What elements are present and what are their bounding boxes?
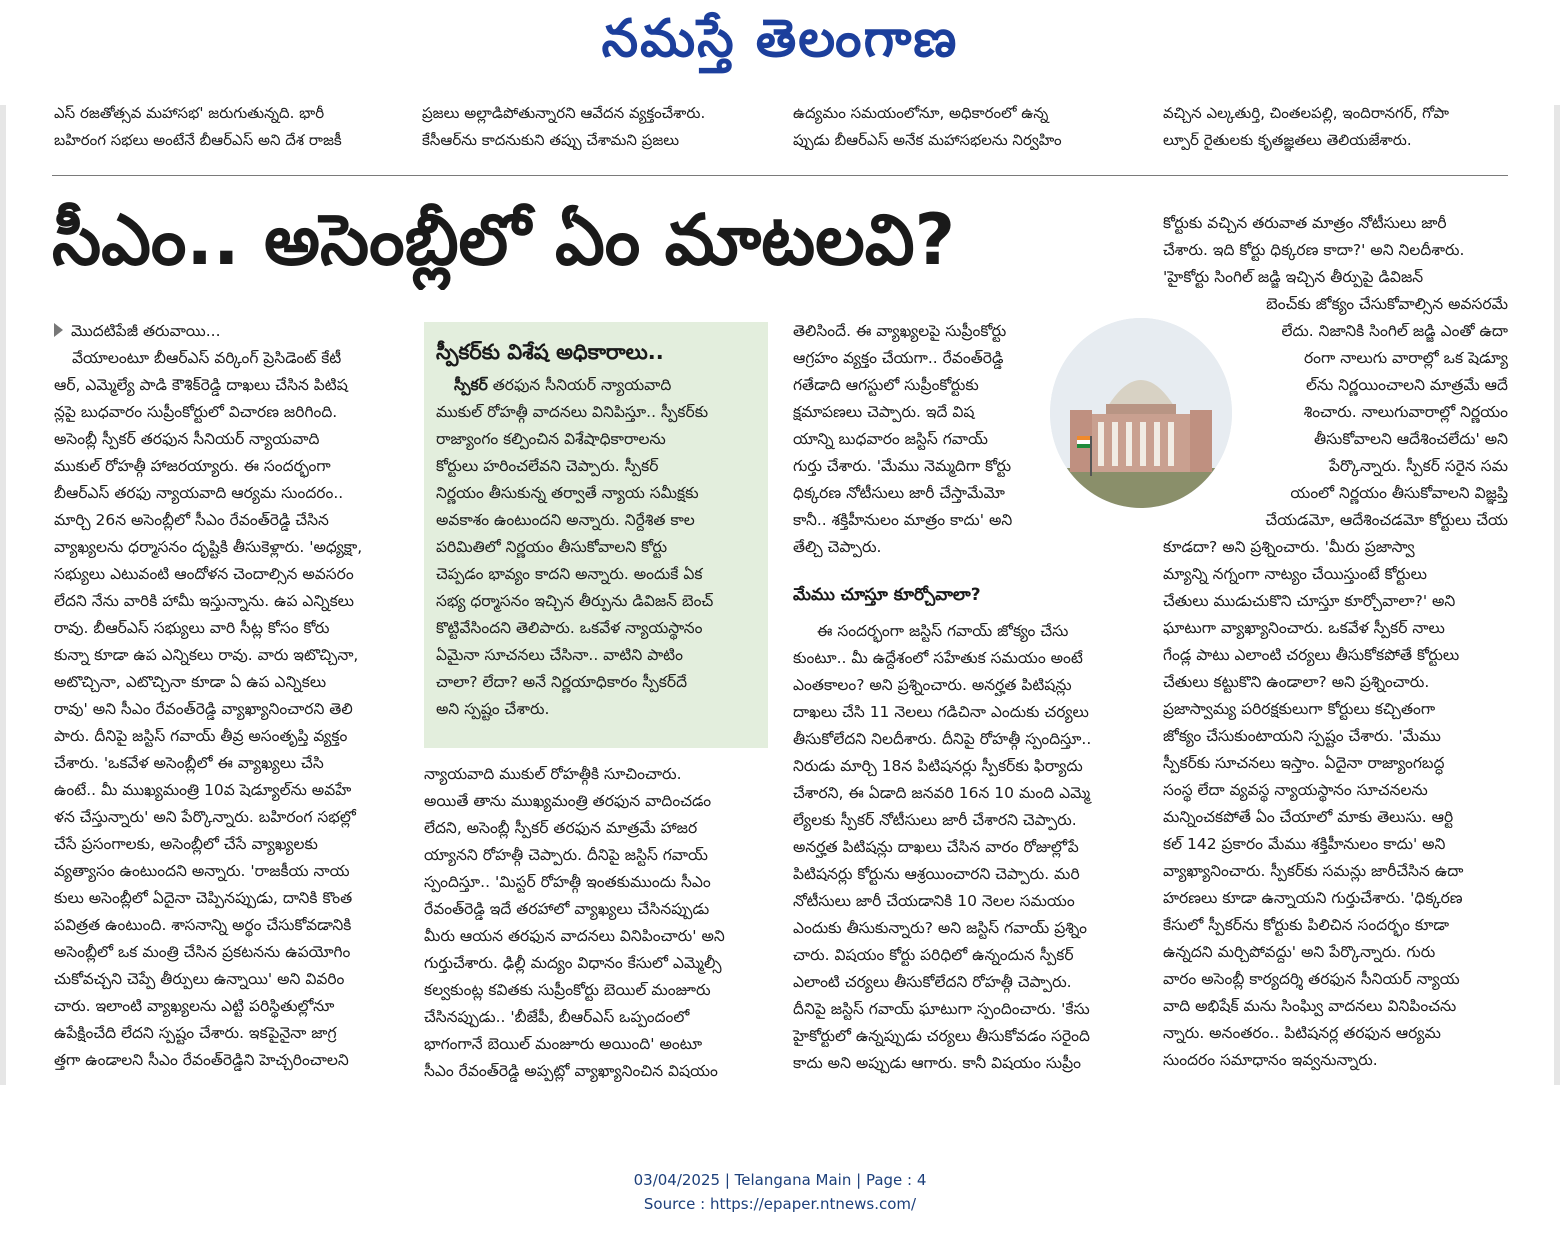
text-line: నిరుడు మార్చి 18న పిటిషనర్లు స్పీకర్‌కు ఫిర్యాదు [793, 757, 1083, 775]
text-line: సభ్యులు ఎటువంటి ఆందోళన చెందాల్సిన అవసరం [54, 565, 354, 583]
text-line: రావు' అని సీఎం రేవంత్‌రెడ్డి వ్యాఖ్యానించారని తెలి [54, 700, 353, 718]
text-line: స్పందిస్తూ.. 'మిస్టర్ రోహత్గీ ఇంతకుముందు సీఎం [424, 873, 711, 891]
text-line: చాలా? లేదా? అనే నిర్ణయాధికారం స్పీకర్‌దే [436, 673, 688, 691]
text-line: చారు. ఇలాంటి వ్యాఖ్యలను ఎట్టి పరిస్థితుల్లోనూ [54, 997, 335, 1015]
text-line: దాఖలు చేసి 11 నెలలు గడిచినా ఎందుకు చర్యలు [793, 703, 1089, 721]
top-strip-col1 [54, 100, 399, 154]
text-line: చేతులు కట్టుకొని ఉండాలా? అని ప్రశ్నించారు. [1163, 673, 1430, 691]
arrow-marker-icon [54, 323, 63, 337]
text-line: స్పీకర్‌కు సూచనలు ఇస్తాం. ఏదైనా రాజ్యాంగబద్ధ [1163, 754, 1445, 772]
text-line: పిటిషనర్లు కోర్టును ఆశ్రయించారని చెప్పారు. మరి [793, 865, 1080, 883]
text-line: గతేడాది ఆగస్టులో సుప్రీంకోర్టుకు [793, 376, 979, 394]
text-line: రేవంత్‌రెడ్డి ఇదే తరహాలో వ్యాఖ్యలు చేసినప్పుడు [424, 900, 710, 918]
text-line: కున్నా కూడా ఉప ఎన్నికలు రావు. వారు ఇటొచ్చినా, [54, 646, 359, 664]
text-line: గేండ్ల పాటు ఎలాంటి చర్యలు తీసుకోకపోతే కోర్టులు [1163, 646, 1460, 664]
masthead-logo: నమస్తే తెలంగాణ [601, 8, 959, 69]
sidebar-box-body [436, 372, 756, 723]
text-line: లేదని నేను వారికి హామీ ఇస్తున్నాను. ఉప ఎన్నికలు [54, 592, 355, 610]
top-strip-col3 [793, 100, 1138, 154]
text-line: లేదని, అసెంబ్లీ స్పీకర్ తరఫున మాత్రమే హాజర [424, 819, 698, 837]
text-line: హరణలు కూడా ఉన్నాయని గుర్తుచేశారు. 'ధిక్కరణ [1163, 889, 1463, 907]
text-line: కుంటూ.. మీ ఉద్దేశంలో సహేతుక సమయం అంటే [793, 649, 1083, 667]
section-divider [52, 175, 1508, 176]
text-line: ళన చేస్తున్నారు' అని పేర్కొన్నారు. బహిరంగ సభల్లో [54, 808, 356, 826]
text-line: ల్‌ను నిర్ణయించాలని మాత్రమే ఆదే [1306, 376, 1508, 394]
text-line: కూడదా? అని ప్రశ్నించారు. 'మీరు ప్రజాస్వా [1163, 538, 1415, 556]
text-line: వ్యత్యాసం ఉంటుందని అన్నారు. 'రాజకీయ నాయ [54, 862, 350, 880]
text-line: సభ్య ధర్మాసనం ఇచ్చిన తీర్పును డివిజన్ బెంచ్ [436, 592, 714, 610]
text-line: న్లపై బుధవారం సుప్రీంకోర్టులో విచారణ జరిగింది. [54, 403, 338, 421]
text-line: యాన్ని బుధవారం జస్టిస్ గవాయ్ [793, 430, 988, 448]
article-column-3 [793, 318, 1038, 561]
top-strip-col4 [1163, 100, 1508, 154]
text-line: సీఎం రేవంత్‌రెడ్డి అప్పట్లో వ్యాఖ్యానించిన విషయం [424, 1062, 718, 1080]
text-line: కల్వకుంట్ల కవితకు సుప్రీంకోర్టు బెయిల్ మంజూరు [424, 981, 711, 999]
text-line: ఉంటే.. మీ ముఖ్యమంత్రి 10వ షెడ్యూల్‌ను అవహే [54, 781, 352, 799]
top-strip-line: ల్పూర్ రైతులకు కృతజ్ఞతలు తెలియజేశారు. [1163, 131, 1412, 149]
text-line: కులు అసెంబ్లీలో ఏదైనా చెప్పినప్పుడు, దానికి కొంత [54, 889, 353, 907]
text-line: కాదు అని అప్పుడు ఆగారు. కానీ విషయం సుప్రీం [793, 1054, 1082, 1072]
text-line: చెప్పడం భావ్యం కాదని అన్నారు. అందుకే ఏక [436, 565, 703, 583]
text-line: వారం అసెంబ్లీ కార్యదర్శి తరఫున సీనియర్ న్యాయ [1163, 970, 1460, 988]
text-line: అటొచ్చినా, ఎటొచ్చినా కూడా ఏ ఉప ఎన్నికలు [54, 673, 327, 691]
text-line: అనర్హత పిటిషన్లు దాఖలు చేసిన వారం రోజుల్లోపే [793, 838, 1079, 856]
text-line: న్నారు. అనంతరం.. పిటిషనర్ల తరఫున ఆర్యమ [1163, 1024, 1441, 1042]
top-strip-line: ఎస్ రజతోత్సవ మహాసభ' జరుగుతున్నది. భారీ [54, 104, 325, 122]
text-line: తీసుకోలేదని నిలదీశారు. దీనిపై రోహత్గీ స్పందిస్తూ.. [793, 730, 1092, 748]
text-line: కోర్టులు హరించలేవని చెప్పారు. స్పీకర్ [436, 457, 659, 475]
text-line: సుందరం సమాధానం ఇవ్వనున్నారు. [1163, 1051, 1378, 1069]
text-line: నోటీసులు జారీ చేయడానికి 10 నెలల సమయం [793, 892, 1075, 910]
text-line: కల్ 142 ప్రకారం మేము శక్తిహీనులం కాదు' అని [1163, 835, 1446, 853]
text-line: ధిక్కరణ నోటీసులు జారీ చేస్తామేమో [793, 484, 1005, 502]
text-line: జోక్యం చేసుకుంటాయని స్పష్టం చేశారు. 'మేము [1163, 727, 1441, 745]
text-line: గుర్తు చేశారు. 'మేము నెమ్మదిగా కోర్టు [793, 457, 1012, 475]
top-strip-line: ప్రజలు అల్లాడిపోతున్నారని ఆవేదన వ్యక్తంచేశారు. [422, 104, 706, 122]
article-column-2 [424, 761, 768, 1085]
text-line: ఆర్, ఎమ్మెల్యే పాడి కౌశిక్‌రెడ్డి దాఖలు చేసిన పిటిష [54, 376, 348, 394]
text-line: త్తగా ఉండాలని సీఎం రేవంత్‌రెడ్డిని హెచ్చరించాలని [54, 1051, 349, 1069]
text-line: నిర్ణయం తీసుకున్న తర్వాతే న్యాయ సమీక్షకు [436, 484, 699, 502]
right-edge-rule [1554, 105, 1560, 1085]
text-line: ఘాటుగా వ్యాఖ్యానించారు. ఒకవేళ స్పీకర్ నాలు [1163, 619, 1445, 637]
text-line: మ్యాన్ని నగ్నంగా నాట్యం చేయిస్తుంటే కోర్టులు [1163, 565, 1427, 583]
text-line-rest: తరఫున సీనియర్ న్యాయవాది [487, 376, 672, 394]
text-line: అవకాశం ఉంటుందని అన్నారు. నిర్దేశిత కాల [436, 511, 695, 529]
text-line: అసెంబ్లీలో ఒక మంత్రి చేసిన ప్రకటనను ఉపయోగిం [54, 943, 351, 961]
text-line: కొట్టివేసిందని తెలిపారు. ఒకవేళ న్యాయస్థానం [436, 619, 703, 637]
text-line: రాజ్యాంగం కల్పించిన విశేషాధికారాలను [436, 430, 666, 448]
top-strip-line: బహిరంగ సభలు అంటేనే బీఆర్ఎస్ అని దేశ రాజకీ [54, 131, 342, 149]
text-line: సంస్థ లేదా వ్యవస్థ న్యాయస్థానం సూచనలను [1163, 781, 1428, 799]
text-line: రంగా నాలుగు వారాల్లో ఒక షెడ్యూ [1303, 349, 1508, 367]
text-line: వేయాలంటూ బీఆర్ఎస్ వర్కింగ్ ప్రెసిడెంట్ కేటీ [72, 349, 342, 367]
text-line: ఏమైనా సూచనలు చేసినా.. వాటిని పాటిం [436, 646, 683, 664]
text-line: ఉపేక్షించేది లేదని స్పష్టం చేశారు. ఇకపైనైనా జాగ్ర [54, 1024, 337, 1042]
text-line: వ్యాఖ్యలను ధర్మాసనం దృష్టికి తీసుకెళ్లారు. 'అధ్యక్షా, [54, 538, 363, 556]
text-line: చేయడమో, ఆదేశించడమో కోర్టులు చేయ [1265, 511, 1508, 529]
text-line: పారు. దీనిపై జస్టిస్ గవాయ్ తీవ్ర అసంతృప్తి వ్యక్తం [54, 727, 348, 745]
text-line: అసెంబ్లీ స్పీకర్ తరఫున సీనియర్ న్యాయవాది [54, 430, 320, 448]
text-line: చేశారని, ఈ ఏడాది జనవరి 16న 10 మంది ఎమ్మె [793, 784, 1091, 802]
text-line: హైకోర్టులో ఉన్నప్పుడు చర్యలు తీసుకోవడం సరైంది [793, 1027, 1090, 1045]
text-line: ఎలాంటి చర్యలు తీసుకోలేదని రోహత్గీ చెప్పారు. [793, 973, 1072, 991]
text-line: చేసినప్పుడు.. 'బీజేపీ, బీఆర్ఎస్ ఒప్పందంలో [424, 1008, 690, 1026]
left-edge-rule [0, 105, 6, 1085]
text-line: ఈ సందర్భంగా జస్టిస్ గవాయ్ జోక్యం చేసు [817, 622, 1069, 640]
lead-word: స్పీకర్ [454, 376, 488, 394]
text-line: ప్రజాస్వామ్య పరిరక్షకులుగా కోర్టులు కచ్చితంగా [1163, 700, 1436, 718]
text-line: ముకుల్ రోహత్గీ హాజరయ్యారు. ఈ సందర్భంగా [54, 457, 331, 475]
text-line: య్యానని రోహత్గీ చెప్పారు. దీనిపై జస్టిస్ గవాయ్ [424, 846, 708, 864]
subheading: మేము చూస్తూ కూర్చోవాలా? [793, 585, 981, 605]
footer-source: Source : https://epaper.ntnews.com/ [643, 1195, 917, 1213]
top-strip-line: వచ్చిన ఎల్కతుర్తి, చింతలపల్లి, ఇందిరానగర్, గోపా [1163, 104, 1449, 122]
column-3-intro [793, 318, 1038, 561]
article-column-3-lower [793, 582, 1138, 1077]
top-strip-col2 [422, 100, 767, 154]
text-line: శించారు. నాలుగువారాల్లో నిర్ణయం [1303, 403, 1508, 421]
text-line: క్షమాపణలు చెప్పారు. ఇదే విష [793, 403, 975, 421]
text-line: మన్నించకపోతే ఏం చేయాలో మాకు తెలుసు. ఆర్టి [1163, 808, 1454, 826]
text-line: లేదు. నిజానికి సింగిల్ జడ్జి ఎంతో ఉదా [1281, 322, 1508, 340]
top-strip-line: కేసీఆర్‌ను కాదనుకుని తప్పు చేశామని ప్రజలు [422, 131, 680, 149]
text-line: వాది అభిషేక్ మను సింఘ్వి వాదనలు వినిపించను [1163, 997, 1457, 1015]
text-line: చేశారు. 'ఒకవేళ అసెంబ్లీలో ఈ వ్యాఖ్యలు చేసి [54, 754, 324, 772]
text-line: మీరు ఆయన తరఫున వాదనలు వినిపించారు' అని [424, 927, 725, 945]
text-line: గుర్తుచేశారు. ఢిల్లీ మద్యం విధానం కేసులో ఎమ్మెల్సీ [424, 954, 722, 972]
text-line: మార్చి 26న అసెంబ్లీలో సీఎం రేవంత్‌రెడ్డి చేసిన [54, 511, 329, 529]
footer-dateline: 03/04/2025 | Telangana Main | Page : 4 [633, 1171, 927, 1189]
text-line: పరిమితిలో నిర్ణయం తీసుకోవాలని కోర్టు [436, 538, 668, 556]
text-line: ముకుల్ రోహత్గీ వాదనలు వినిపిస్తూ.. స్పీకర్‌కు [436, 403, 709, 421]
column-1-body [54, 345, 399, 1074]
column-4-body [1163, 210, 1508, 1074]
text-line: భాగంగానే బెయిల్ మంజూరు అయింది' అంటూ [424, 1035, 703, 1053]
sidebar-box-text [436, 372, 756, 723]
text-line: ఉన్నదని మర్చిపోవద్దు' అని పేర్కొన్నారు. గురు [1163, 943, 1436, 961]
continued-from-label: మొదటిపేజీ తరువాయి... [54, 318, 399, 345]
sidebar-box-title: స్పీకర్‌కు విశేష అధికారాలు.. [436, 340, 664, 364]
text-line: ఆగ్రహం వ్యక్తం చేయగా.. రేవంత్‌రెడ్డి [793, 349, 1004, 367]
text-line: చుకోవచ్చని చెప్పే తీర్పులు ఉన్నాయి' అని వివరిం [54, 970, 345, 988]
text-line: తేల్చి చెప్పారు. [793, 538, 882, 556]
text-line [436, 372, 756, 399]
text-line: పవిత్రత ఉంటుంది. శాసనాన్ని అర్థం చేసుకోవడానికి [54, 916, 352, 934]
text-line: ల్యేలకు స్పీకర్ నోటీసులు జారీ చేశారని చెప్పారు. [793, 811, 1077, 829]
text-line: చారు. విషయం కోర్టు పరిధిలో ఉన్నందున స్పీకర్ [793, 946, 1074, 964]
top-strip-line: ప్పుడు బీఆర్ఎస్ అనేక మహాసభలను నిర్వహిం [793, 131, 1062, 149]
article-headline: సీఎం.. అసెంబ్లీలో ఏం మాటలవి? [52, 199, 956, 281]
text-line: బీఆర్ఎస్ తరఫు న్యాయవాది ఆర్యమ సుందరం.. [54, 484, 344, 502]
text-line: వ్యాఖ్యానించారు. స్పీకర్‌కు సమన్లు జారీచేసిన ఉదా [1163, 862, 1464, 880]
article-column-4 [1163, 210, 1508, 1074]
text-line: యంలో నిర్ణయం తీసుకోవాలని విజ్ఞప్తి [1290, 484, 1508, 502]
column-3-body [793, 618, 1138, 1077]
text-line: అని స్పష్టం చేశారు. [436, 700, 550, 718]
text-line: చేతులు ముడుచుకొని చూస్తూ కూర్చోవాలా?' అని [1163, 592, 1456, 610]
text-line: పేర్కొన్నారు. స్పీకర్ సరైన సమ [1328, 457, 1508, 475]
text-line: చేశారు. ఇది కోర్టు ధిక్కరణ కాదా?' అని నిలదీశారు. [1163, 241, 1465, 259]
top-strip-line: ఉద్యమం సమయంలోనూ, అధికారంలో ఉన్న [793, 104, 1049, 122]
text-line: తీసుకోవాలని ఆదేశించలేదు' అని [1313, 430, 1508, 448]
text-line: కానీ.. శక్తిహీనులం మాత్రం కాదు' అని [793, 511, 1013, 529]
text-line: ఎందుకు తీసుకున్నారు? అని జస్టిస్ గవాయ్ ప్రశ్నిం [793, 919, 1088, 937]
column-2-body [424, 761, 768, 1085]
text-line: కేసులో స్పీకర్‌ను కోర్టుకు పిలిచిన సందర్భం కూడా [1163, 916, 1450, 934]
text-line: అయితే తాను ముఖ్యమంత్రి తరఫున వాదించడం [424, 792, 712, 810]
text-line: ఎంతకాలం? అని ప్రశ్నించారు. అనర్హత పిటిషన్లు [793, 676, 1072, 694]
text-line: రావు. బీఆర్ఎస్ సభ్యులు వారి సీట్ల కోసం కోరు [54, 619, 330, 637]
text-line: దీనిపై జస్టిస్ గవాయ్ ఘాటుగా స్పందించారు. 'కేసు [793, 1000, 1090, 1018]
text-line: కోర్టుకు వచ్చిన తరువాత మాత్రం నోటీసులు జారీ [1163, 214, 1447, 232]
text-line: 'హైకోర్టు సింగిల్ జడ్జి ఇచ్చిన తీర్పుపై డివిజన్ [1163, 268, 1424, 286]
article-column-1 [54, 318, 399, 1074]
text-line: న్యాయవాది ముకుల్ రోహత్గీకి సూచించారు. [424, 765, 682, 783]
text-line: బెంచ్‌కు జోక్యం చేసుకోవాల్సిన అవసరమే [1266, 295, 1508, 313]
text-line: చేసే ప్రసంగాలకు, అసెంబ్లీలో చేసే వ్యాఖ్యలకు [54, 835, 318, 853]
text-line: తెలిసిందే. ఈ వ్యాఖ్యలపై సుప్రీంకోర్టు [793, 322, 1007, 340]
